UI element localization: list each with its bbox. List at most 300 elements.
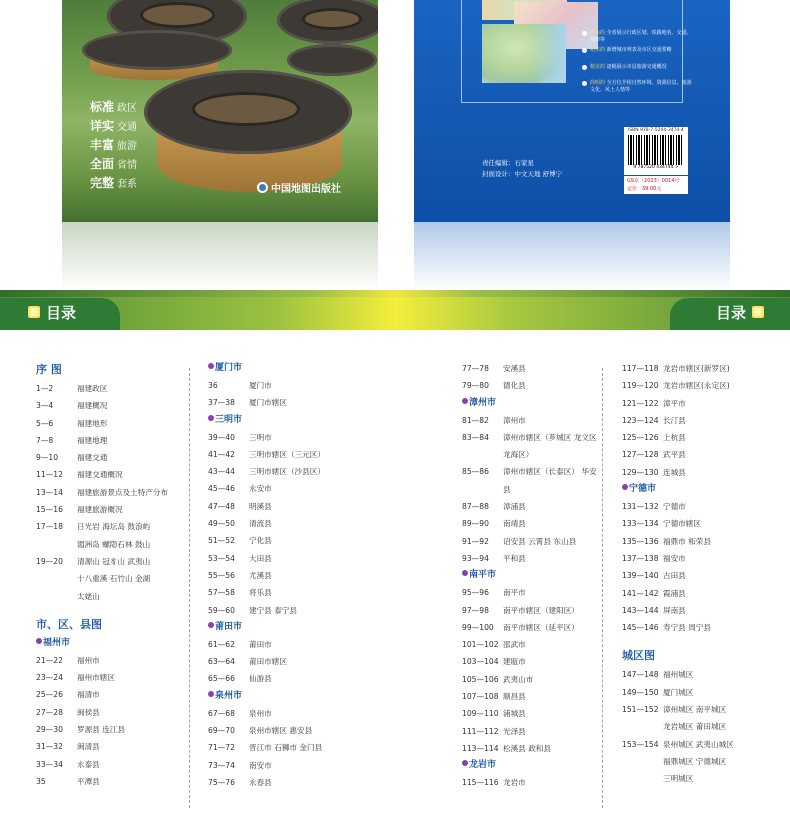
page-range: 1—2: [36, 384, 54, 393]
page-range: 131—132: [622, 502, 659, 512]
city-heading: 厦门市: [208, 360, 448, 377]
entry-title: 明溪县: [249, 501, 272, 511]
page-range: 73—74: [208, 760, 235, 770]
page-range: 31—32: [36, 742, 63, 752]
entry-title: 宁德市辖区: [663, 519, 701, 529]
entry-title: 浦城县: [503, 709, 526, 719]
banner-title-right: 目录: [716, 304, 747, 322]
publisher-label: 中国地图出版社: [257, 180, 341, 195]
feature-item: 精美的 新增城市列表及市区交通要略: [582, 47, 692, 54]
barcode: 9 787520 434744 >: [624, 127, 688, 175]
page-range: 143—144: [622, 605, 659, 615]
entry-title: 建宁县 泰宁县: [249, 605, 297, 615]
section-heading: 城区图: [622, 649, 655, 663]
toc-entry[interactable]: [208, 498, 448, 515]
page-range: 69—70: [208, 726, 235, 736]
toc-entry[interactable]: [462, 429, 597, 446]
page-range: 89—90: [462, 519, 489, 529]
banner-title-left: 目录: [46, 304, 77, 322]
section-heading: 序 图: [36, 363, 62, 376]
page-range: 91—92: [462, 536, 489, 546]
toc-entry[interactable]: [208, 739, 448, 756]
toc-entry[interactable]: [208, 429, 448, 446]
entry-title: 厦门市: [249, 381, 272, 390]
page-range: 61—62: [208, 639, 235, 649]
page-range: 59—60: [208, 605, 235, 615]
entry-title: 南平市: [503, 588, 526, 598]
entry-title: 龙岩市辖区(永定区): [663, 381, 730, 391]
isbn-label: ISBN 978-7-5204-3474-4: [628, 128, 684, 133]
city-heading: 漳州市: [462, 395, 597, 412]
page-range: 77—78: [462, 364, 489, 373]
toc-entry[interactable]: [36, 432, 186, 449]
entry-title: 宁德市: [663, 502, 686, 512]
toc-entry[interactable]: [36, 466, 186, 483]
entry-title: 日光岩 海坛岛 鼓浪屿: [77, 522, 151, 532]
toc-entry[interactable]: [462, 412, 597, 429]
toc-entry[interactable]: [36, 536, 186, 553]
entry-title: 平和县: [503, 553, 526, 563]
page-range: 117—118: [622, 364, 659, 373]
bullet-icon: [622, 484, 628, 490]
entry-title: 永春县: [249, 777, 272, 787]
entry-title: 厦门城区: [663, 687, 694, 697]
toc-entry[interactable]: [622, 619, 782, 636]
toc-entry[interactable]: [622, 567, 782, 584]
toc-entry[interactable]: [462, 377, 597, 394]
page-range: 105—106: [462, 674, 499, 684]
toc-entry[interactable]: [36, 484, 186, 501]
toc-entry[interactable]: [208, 550, 448, 567]
toc-entry[interactable]: [462, 533, 597, 550]
toc-entry[interactable]: [36, 652, 186, 669]
toc-entry[interactable]: [622, 666, 782, 683]
toc-entry[interactable]: [208, 567, 448, 584]
page-range: 43—44: [208, 467, 235, 477]
toc-entry[interactable]: [36, 773, 186, 790]
entry-title: 屏南县: [663, 605, 686, 615]
credits: 责任编辑：石家星 封面设计：中文天地 舒博宁: [482, 159, 563, 178]
toc-entry[interactable]: [36, 738, 186, 755]
page-range: 23—24: [36, 673, 63, 683]
toc-entry[interactable]: [622, 360, 782, 377]
city-heading: 福州市: [36, 635, 186, 652]
toc-entry[interactable]: [462, 705, 597, 722]
page-range: 57—58: [208, 588, 235, 598]
toc-entry[interactable]: [208, 653, 448, 670]
toc-entry[interactable]: [622, 429, 782, 446]
toc-entry[interactable]: [462, 619, 597, 636]
page-range: 109—110: [462, 709, 499, 719]
entry-title: 仙游县: [249, 674, 272, 684]
entry-title: 福建概况: [77, 401, 108, 411]
front-cover: [62, 0, 378, 222]
page-range: 87—88: [462, 502, 489, 512]
toc-entry[interactable]: [622, 446, 782, 463]
toc-entry[interactable]: [462, 602, 597, 619]
entry-title: 永泰县: [77, 759, 100, 769]
bullet-icon: [582, 81, 587, 86]
toc-entry[interactable]: [622, 464, 782, 481]
entry-title: 湄洲岛 螺隐石林 鼓山: [77, 539, 151, 549]
feature-item: 简明的 全方位介绍自然环境、资源信息、旅游文化、风土人情等: [582, 80, 692, 94]
cover-slogans: 标准 政区 详实 交通 丰富 旅游 全面 省情 完整 套系: [90, 100, 138, 190]
entry-title: 上杭县: [663, 433, 686, 443]
page-range: 81—82: [462, 415, 489, 425]
bullet-icon: [208, 622, 214, 628]
entry-title: 福鼎城区 宁德城区: [663, 756, 727, 766]
entry-title: 寿宁县 周宁县: [663, 623, 711, 633]
page-range: 63—64: [208, 657, 235, 667]
toc-entry[interactable]: [622, 395, 782, 412]
toc-entry[interactable]: [208, 394, 448, 411]
page-range: 35: [36, 776, 46, 786]
entry-title: 福建地形: [77, 418, 108, 428]
page-range: 139—140: [622, 571, 659, 581]
toc-banner: [0, 290, 790, 330]
toc-entry[interactable]: [208, 670, 448, 687]
entry-title: 太姥山: [77, 591, 100, 601]
page-range: 11—12: [36, 470, 63, 480]
column-divider: [189, 368, 190, 808]
toc-entry[interactable]: [208, 584, 448, 601]
entry-title: 宁化县: [249, 536, 272, 546]
toc-entry[interactable]: [36, 570, 186, 587]
page-range: 125—126: [622, 433, 659, 443]
city-heading: 泉州市: [208, 688, 448, 705]
page-range: 147—148: [622, 670, 659, 680]
page-range: 151—152: [622, 705, 659, 715]
toc-entry[interactable]: [622, 498, 782, 515]
page-range: 17—18: [36, 522, 63, 532]
page-range: 27—28: [36, 707, 63, 717]
toc-entry[interactable]: [622, 753, 782, 770]
tulou-building: [287, 44, 377, 76]
toc-entry[interactable]: [36, 669, 186, 686]
entry-title: 福建地理: [77, 435, 108, 445]
page-range: 3—4: [36, 401, 54, 411]
feature-item: 精美的 逐幅展示市县旅游交通概况: [582, 64, 692, 71]
bullet-icon: [582, 31, 587, 36]
entry-title: 福州城区: [663, 670, 694, 680]
entry-title: 龙岩市: [503, 778, 526, 788]
page-range: 5—6: [36, 418, 54, 428]
toc-entry[interactable]: [622, 412, 782, 429]
entry-title: 武夷山市: [503, 674, 534, 684]
column-divider: [602, 368, 603, 808]
entry-title: 龙岩城区 莆田城区: [663, 722, 727, 732]
price-box: GS京（2023）0014号 定价：39.00元: [624, 176, 688, 194]
entry-title: 闽侯县: [77, 707, 100, 717]
entry-title: 尤溪县: [249, 570, 272, 580]
bullet-icon: [36, 638, 42, 644]
toc-entry[interactable]: [462, 688, 597, 705]
page-range: 65—66: [208, 674, 235, 684]
toc-entry[interactable]: [462, 636, 597, 653]
entry-title: 大田县: [249, 553, 272, 563]
page-range: 51—52: [208, 536, 235, 546]
entry-title: 泉州城区 武夷山城区: [663, 739, 734, 749]
toc-entry[interactable]: [622, 684, 782, 701]
toc-entry[interactable]: [208, 463, 448, 480]
entry-title: 漳州市辖区（芗城区 龙文区: [503, 432, 597, 442]
entry-title: 诏安县 云霄县 东山县: [503, 536, 577, 546]
page-range: [622, 753, 663, 770]
city-heading: 三明市: [208, 412, 448, 429]
entry-title: 罗源县 连江县: [77, 725, 125, 735]
toc-entry[interactable]: [462, 723, 597, 740]
toc-entry[interactable]: [622, 736, 782, 753]
entry-title: 南安市: [249, 760, 272, 770]
bullet-icon: [462, 760, 468, 766]
toc-entry[interactable]: [36, 721, 186, 738]
entry-title: 武平县: [663, 450, 686, 460]
toc-entry[interactable]: [462, 481, 597, 498]
section-heading: 市、区、县图: [36, 617, 102, 631]
toc-entry[interactable]: [622, 515, 782, 532]
page-range: 55—56: [208, 570, 235, 580]
toc-entry[interactable]: [208, 636, 448, 653]
page-range: 13—14: [36, 487, 63, 497]
page-range: 123—124: [622, 415, 659, 425]
city-heading: 宁德市: [622, 481, 782, 498]
toc-entry[interactable]: [622, 550, 782, 567]
entry-title: 泉州市辖区 惠安县: [249, 726, 313, 736]
page-range: 45—46: [208, 484, 235, 494]
entry-title: 建瓯市: [503, 657, 526, 667]
page-range: 145—146: [622, 623, 659, 633]
entry-title: 清流县: [249, 519, 272, 529]
bullet-icon: [582, 65, 587, 70]
page-range: 67—68: [208, 708, 235, 718]
entry-title: 晋江市 石狮市 金门县: [249, 743, 323, 753]
entry-title: 福安市: [663, 553, 686, 563]
toc-entry[interactable]: [36, 756, 186, 773]
page-range: [622, 770, 663, 787]
entry-title: 三明市: [249, 432, 272, 442]
toc-entry[interactable]: [36, 380, 186, 397]
bullet-icon: [582, 48, 587, 53]
entry-title: 福建交通概况: [77, 470, 123, 480]
toc-entry[interactable]: [36, 397, 186, 414]
page-range: 47—48: [208, 501, 235, 511]
page-range: 79—80: [462, 381, 489, 391]
entry-title: 福建交通: [77, 453, 108, 463]
entry-title: 龙岩市辖区(新罗区): [663, 364, 730, 373]
toc-entry[interactable]: [622, 377, 782, 394]
page-range: 97—98: [462, 605, 489, 615]
entry-title: 漳浦县: [503, 502, 526, 512]
entry-title: 光泽县: [503, 726, 526, 736]
toc-entry[interactable]: [622, 770, 782, 787]
toc-entry[interactable]: [36, 553, 186, 570]
back-cover-reflection: [414, 222, 730, 290]
page-range: 36: [208, 381, 218, 390]
entry-title: 德化县: [503, 381, 526, 391]
page-range: 137—138: [622, 553, 659, 563]
page-range: 29—30: [36, 725, 63, 735]
toc-entry[interactable]: [36, 686, 186, 703]
toc-entry[interactable]: [462, 360, 597, 377]
bullet-icon: [208, 691, 214, 697]
city-heading: 莆田市: [208, 619, 448, 636]
page-range: 99—100: [462, 622, 494, 632]
toc-entry[interactable]: [208, 757, 448, 774]
page-range: 75—76: [208, 777, 235, 787]
page-range: 25—26: [36, 690, 63, 700]
toc-entry[interactable]: [622, 533, 782, 550]
toc-entry[interactable]: [36, 588, 186, 605]
toc-entry[interactable]: [208, 446, 448, 463]
entry-title: 福建旅游概况: [77, 505, 123, 515]
page-range: 135—136: [622, 536, 659, 546]
city-heading: 南平市: [462, 567, 597, 584]
publisher-logo-icon: [257, 182, 268, 193]
toc-entry[interactable]: [622, 718, 782, 735]
entry-title: 福鼎市 柘荣县: [663, 536, 711, 546]
city-heading: 龙岩市: [462, 757, 597, 774]
toc-entry[interactable]: [208, 532, 448, 549]
toc-column: [208, 360, 448, 791]
toc-column: [622, 360, 782, 788]
entry-title: 三明市辖区（沙县区）: [249, 467, 325, 477]
page-range: 7—8: [36, 435, 54, 445]
entry-title: 泉州市: [249, 708, 272, 718]
page-range: 129—130: [622, 467, 659, 477]
toc-entry[interactable]: [462, 446, 597, 463]
entry-title: 安溪县: [503, 364, 526, 373]
toc-entry[interactable]: [462, 653, 597, 670]
page-range: 95—96: [462, 588, 489, 598]
entry-title: 龙海区）: [503, 450, 534, 460]
toc-entry[interactable]: [208, 515, 448, 532]
toc-entry[interactable]: [36, 501, 186, 518]
entry-title: 清源山 冠豸山 武夷山: [77, 556, 151, 566]
page-range: 153—154: [622, 739, 659, 749]
entry-title: 连城县: [663, 467, 686, 477]
page-range: 33—34: [36, 759, 63, 769]
toc-entry[interactable]: [208, 722, 448, 739]
page-range: [622, 718, 663, 735]
page-range: [462, 446, 503, 463]
toc-entry[interactable]: [622, 701, 782, 718]
toc-entry[interactable]: [622, 585, 782, 602]
toc-entry[interactable]: [36, 415, 186, 432]
toc-entry[interactable]: [462, 550, 597, 567]
page-range: 19—20: [36, 556, 63, 566]
entry-title: 厦门市辖区: [249, 398, 287, 408]
page-range: 37—38: [208, 398, 235, 408]
toc-entry[interactable]: [462, 774, 597, 791]
entry-title: 闽清县: [77, 742, 100, 752]
bullet-icon: [208, 415, 214, 421]
page-range: 39—40: [208, 432, 235, 442]
toc-column: [462, 360, 597, 792]
entry-title: 南平市辖区（延平区）: [503, 622, 579, 632]
entry-title: 莆田市辖区: [249, 657, 287, 667]
entry-title: 松溪县 政和县: [503, 743, 551, 753]
entry-title: 邵武市: [503, 640, 526, 650]
toc-entry[interactable]: [208, 480, 448, 497]
toc-entry[interactable]: [462, 498, 597, 515]
page-range: 21—22: [36, 655, 63, 665]
bullet-icon: [462, 570, 468, 576]
tulou-building: [82, 30, 232, 70]
entry-title: 漳州市辖区（长泰区） 华安: [503, 467, 597, 477]
toc-entry[interactable]: [208, 377, 448, 394]
entry-title: 福州市辖区: [77, 673, 115, 683]
page-range: 41—42: [208, 449, 235, 459]
entry-title: 十八重溪 石竹山 金湖: [77, 574, 151, 584]
toc-entry[interactable]: [36, 518, 186, 535]
toc-entry[interactable]: [36, 449, 186, 466]
toc-entry[interactable]: [462, 740, 597, 757]
entry-title: 长汀县: [663, 415, 686, 425]
page-range: 71—72: [208, 743, 235, 753]
page-range: 53—54: [208, 553, 235, 563]
page-range: 121—122: [622, 398, 659, 408]
entry-title: 平潭县: [77, 776, 100, 786]
entry-title: 福州市: [77, 655, 100, 665]
barcode-bars: [628, 135, 684, 165]
book-icon: [752, 306, 764, 318]
entry-title: 霞浦县: [663, 588, 686, 598]
bullet-icon: [208, 363, 214, 369]
entry-title: 漳州城区 南平城区: [663, 705, 727, 715]
page-range: 149—150: [622, 687, 659, 697]
toc-entry[interactable]: [208, 774, 448, 791]
feature-item: 详标的 全省展示行政区划、铁路地名、交通、地形等: [582, 30, 692, 44]
entry-title: 福清市: [77, 690, 100, 700]
entry-title: 永安市: [249, 484, 272, 494]
page-range: [36, 570, 77, 587]
bullet-icon: [462, 398, 468, 404]
entry-title: 漳州市: [503, 415, 526, 425]
toc-entry[interactable]: [622, 602, 782, 619]
page-range: [36, 588, 77, 605]
page-range: 115—116: [462, 778, 499, 788]
toc-entry[interactable]: [462, 515, 597, 532]
entry-title: 莆田市: [249, 639, 272, 649]
book-icon: [28, 306, 40, 318]
entry-title: 三明城区: [663, 774, 694, 784]
front-cover-reflection: [62, 222, 378, 290]
page-range: 133—134: [622, 519, 659, 529]
entry-title: 福建政区: [77, 384, 108, 393]
page-range: 9—10: [36, 453, 59, 463]
page-range: 15—16: [36, 505, 63, 515]
back-cover: [414, 0, 730, 222]
page-range: [36, 536, 77, 553]
entry-title: 漳平市: [663, 398, 686, 408]
page-range: 101—102: [462, 640, 499, 650]
entry-title: 县: [503, 484, 511, 494]
entry-title: 将乐县: [249, 588, 272, 598]
page-range: 103—104: [462, 657, 499, 667]
page-range: 119—120: [622, 381, 659, 391]
page-range: 93—94: [462, 553, 489, 563]
book-covers-area: [0, 0, 790, 290]
toc-entry[interactable]: [462, 463, 597, 480]
toc-entry[interactable]: [462, 584, 597, 601]
toc-entry[interactable]: [208, 705, 448, 722]
toc-entry[interactable]: [208, 602, 448, 619]
toc-entry[interactable]: [36, 704, 186, 721]
entry-title: 三明市辖区（三元区）: [249, 449, 325, 459]
entry-title: 古田县: [663, 571, 686, 581]
page-range: 141—142: [622, 588, 659, 598]
toc-entry[interactable]: [462, 671, 597, 688]
